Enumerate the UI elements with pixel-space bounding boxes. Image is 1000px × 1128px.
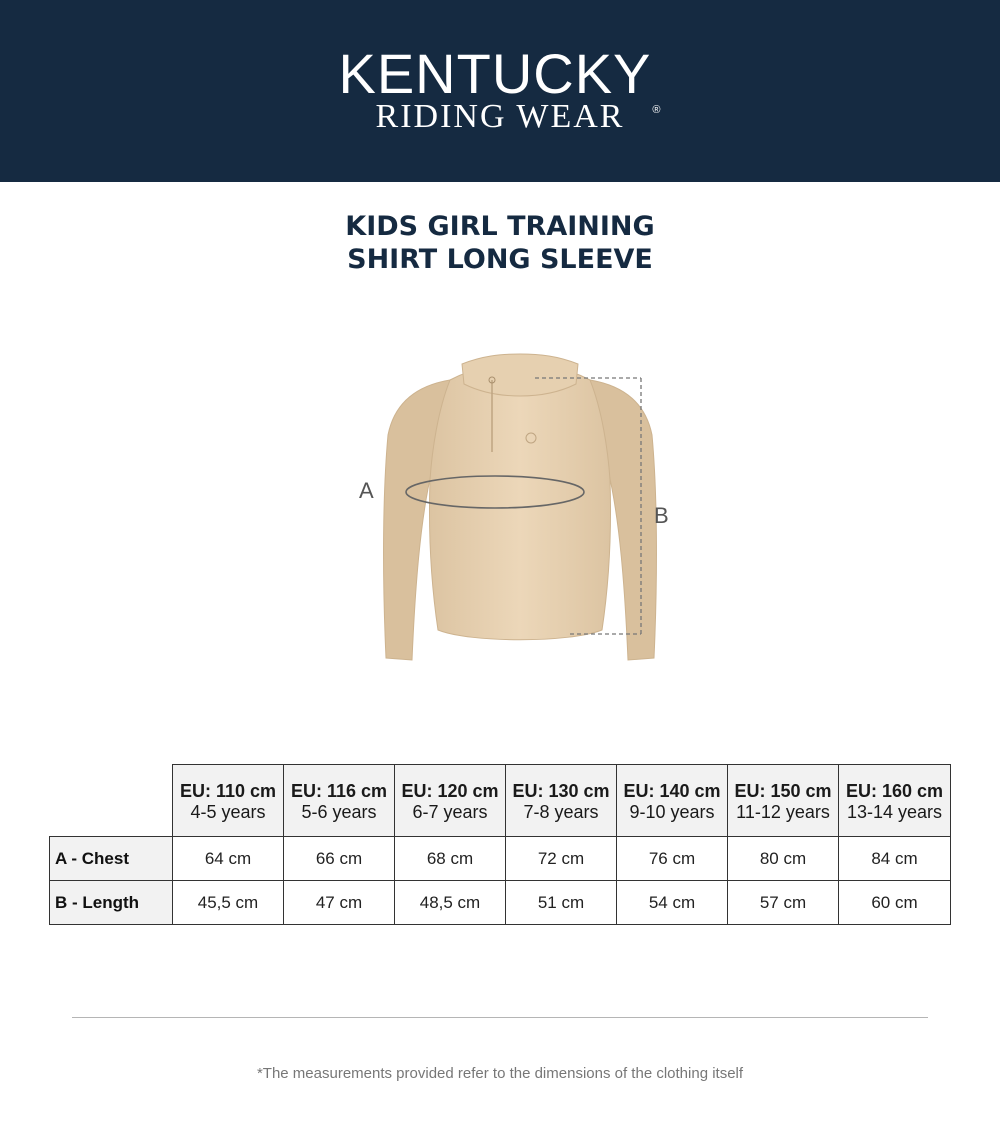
table-cell: 45,5 cm <box>173 881 284 925</box>
brand-subtitle: RIDING WEAR <box>375 98 625 135</box>
table-row-length <box>50 881 951 925</box>
size-header-row <box>50 765 951 837</box>
brand-name: KENTUCKY <box>338 42 652 105</box>
table-cell: 80 cm <box>728 837 839 881</box>
table-cell: 60 cm <box>839 881 951 925</box>
size-table <box>49 764 951 925</box>
label-a: A <box>359 478 374 503</box>
row-label-length: B - Length <box>50 881 173 925</box>
table-cell: 47 cm <box>284 881 395 925</box>
product-title-line1: KIDS GIRL TRAINING <box>345 211 655 242</box>
table-corner <box>50 765 173 837</box>
size-header-120: EU: 120 cm 6-7 years <box>395 765 506 837</box>
row-label-chest: A - Chest <box>50 837 173 881</box>
size-header-140: EU: 140 cm 9-10 years <box>617 765 728 837</box>
brand-header <box>0 0 1000 182</box>
size-header-116: EU: 116 cm 5-6 years <box>284 765 395 837</box>
product-title-line2: SHIRT LONG SLEEVE <box>347 244 653 275</box>
table-cell: 51 cm <box>506 881 617 925</box>
size-header-130: EU: 130 cm 7-8 years <box>506 765 617 837</box>
table-cell: 66 cm <box>284 837 395 881</box>
table-cell: 84 cm <box>839 837 951 881</box>
size-header-160: EU: 160 cm 13-14 years <box>839 765 951 837</box>
table-cell: 57 cm <box>728 881 839 925</box>
table-cell: 68 cm <box>395 837 506 881</box>
table-cell: 48,5 cm <box>395 881 506 925</box>
table-cell: 54 cm <box>617 881 728 925</box>
label-b: B <box>654 503 669 528</box>
table-cell: 76 cm <box>617 837 728 881</box>
table-cell: 64 cm <box>173 837 284 881</box>
product-measurement-diagram <box>340 340 700 680</box>
table-cell: 72 cm <box>506 837 617 881</box>
divider <box>72 1017 928 1018</box>
footnote: *The measurements provided refer to the dimensions of the clothing itself <box>256 1065 744 1082</box>
registered-mark: ® <box>652 104 662 116</box>
table-row-chest <box>50 837 951 881</box>
size-header-150: EU: 150 cm 11-12 years <box>728 765 839 837</box>
brand-logo <box>0 42 1000 116</box>
product-title <box>0 210 1000 276</box>
size-header-110: EU: 110 cm 4-5 years <box>173 765 284 837</box>
